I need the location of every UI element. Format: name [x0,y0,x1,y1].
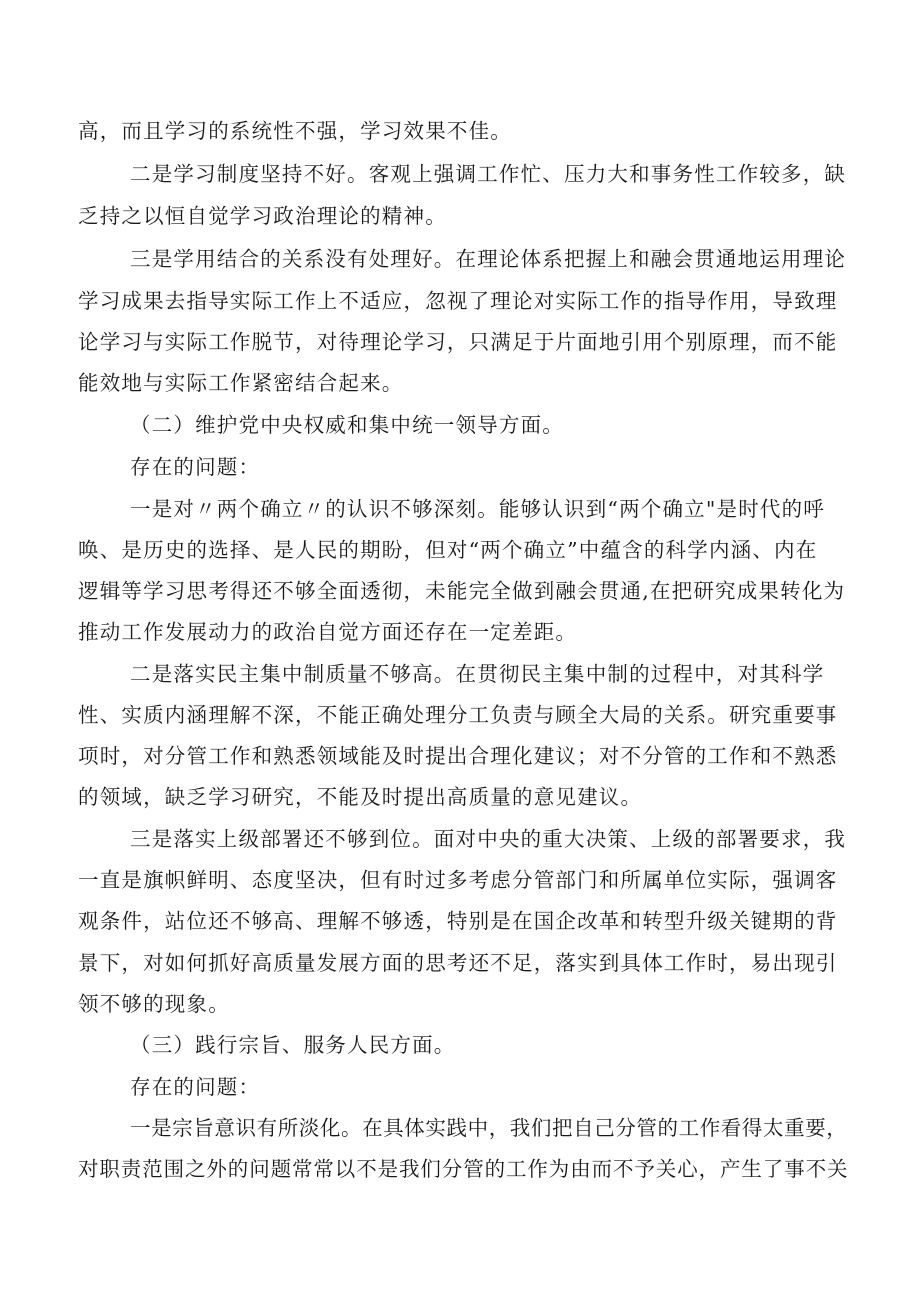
text-line: 三是学用结合的关系没有处理好。在理论体系把握上和融会贯通地运用理论 [130,247,847,271]
text-line: 逻辑等学习思考得还不够全面透彻，未能完全做到融会贯通,在把研究成果转化为 [78,579,846,603]
text-line: 论学习与实际工作脱节，对待理论学习，只满足于片面地引用个别原理，而不能 [78,330,838,354]
text-line: 学习成果去指导实际工作上不适应，忽视了理论对实际工作的指导作用，导致理 [78,289,838,313]
text-line: 存在的问题： [130,455,261,479]
text-line: 高，而且学习的系统性不强，学习效果不佳。 [78,119,512,143]
text-line: 乏持之以恒自觉学习政治理论的精神。 [78,204,447,228]
text-line: 项时，对分管工作和熟悉领域能及时提出合理化建议；对不分管的工作和不熟悉 [78,744,838,768]
text-line: 三是落实上级部署还不够到位。面对中央的重大决策、上级的部署要求，我 [130,827,847,851]
text-line: 存在的问题： [130,1075,261,1099]
text-line: 领不够的现象。 [78,992,230,1016]
text-line: 二是落实民主集中制质量不够高。在贯彻民主集中制的过程中，对其科学 [130,662,825,686]
text-line: 性、实质内涵理解不深，不能正确处理分工负责与顾全大局的关系。研究重要事 [78,703,838,727]
text-line: 推动工作发展动力的政治自觉方面还存在一定差距。 [78,620,578,644]
text-line: 的领域，缺乏学习研究，不能及时提出高质量的意见建议。 [78,785,643,809]
text-line: 一是宗旨意识有所淡化。在具体实践中，我们把自己分管的工作看得太重要， [130,1116,848,1140]
text-line: 能效地与实际工作紧密结合起来。 [78,371,404,395]
text-line: 观条件，站位还不够高、理解不够透，特别是在国企改革和转型升级关键期的背 [78,909,838,933]
text-line: 唤、是历史的选择、是人民的期盼，但对“两个确立”中蕴含的科学内涵、内在 [78,538,818,562]
section-heading: （二）维护党中央权威和集中统一领导方面。 [130,413,564,437]
text-line: 景下，对如何抓好高质量发展方面的思考还不足，落实到具体工作时，易出现引 [78,951,838,975]
text-line: 二是学习制度坚持不好。客观上强调工作忙、压力大和事务性工作较多，缺 [130,162,847,186]
text-line: 对职责范围之外的问题常常以不是我们分管的工作为由而不予关心，产生了事不关 [78,1157,849,1181]
text-line: 一直是旗帜鲜明、态度坚决，但有时过多考虑分管部门和所属单位实际，强调客 [78,868,838,892]
text-line: 一是对〃两个确立〃的认识不够深刻。能够认识到“两个确立"是时代的呼 [130,497,826,521]
section-heading: （三）践行宗旨、服务人民方面。 [130,1033,456,1057]
